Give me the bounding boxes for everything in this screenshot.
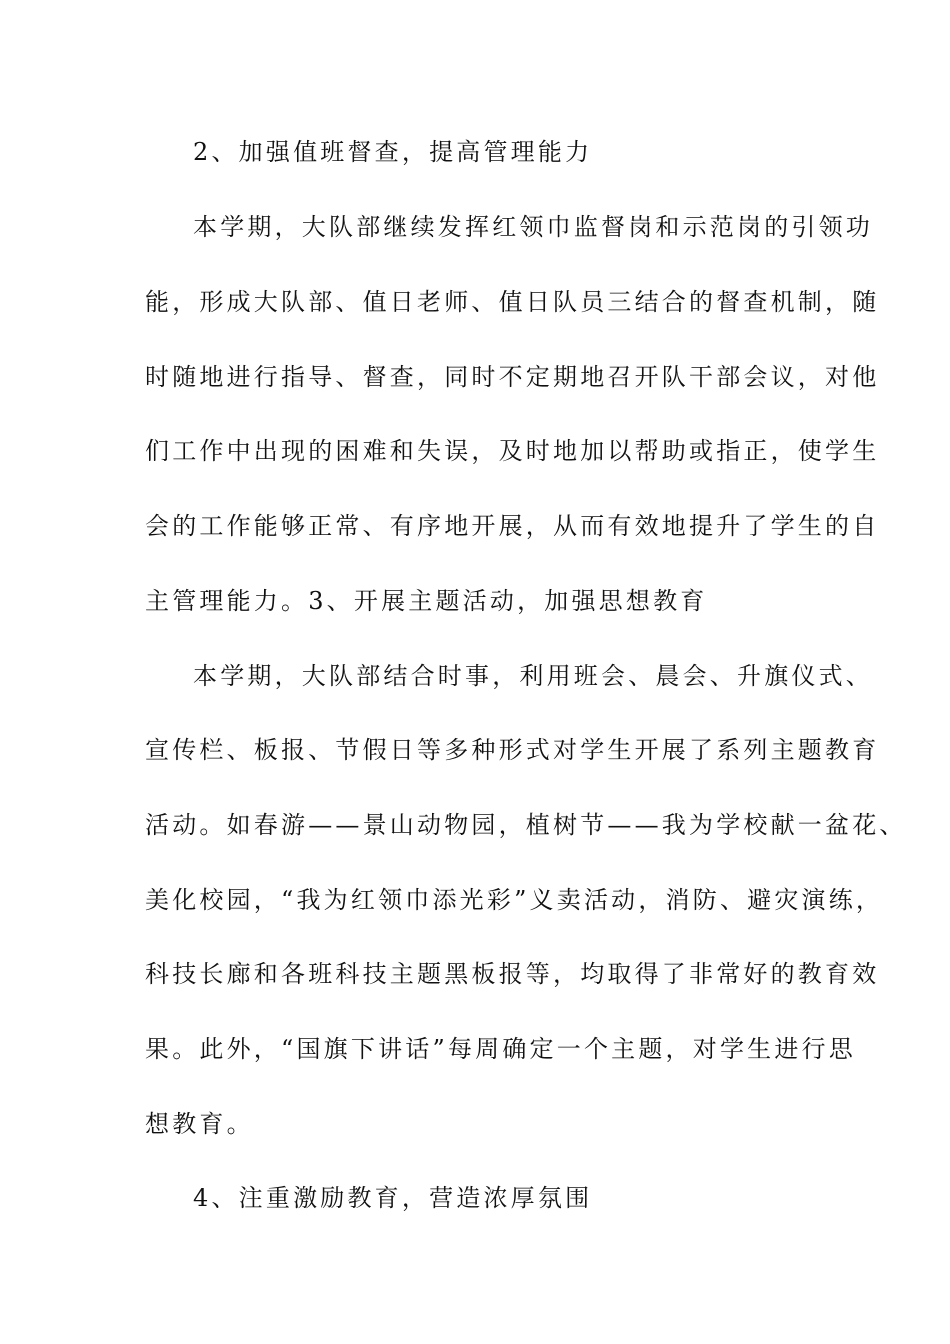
paragraph-line: 能，形成大队部、值日老师、值日队员三结合的督查机制，随 [145,288,880,316]
paragraph-line: 时随地进行指导、督查，同时不定期地召开队干部会议，对他 [145,363,880,391]
paragraph-line: 会的工作能够正常、有序地开展，从而有效地提升了学生的自 [145,512,880,540]
paragraph-line: 美化校园，“我为红领巾添光彩”义卖活动，消防、避灾演练， [145,886,884,914]
paragraph-line: 想教育。 [145,1110,254,1138]
paragraph-line: 们工作中出现的困难和失误，及时地加以帮助或指正，使学生 [145,437,880,465]
paragraph-line: 本学期，大队部继续发挥红领巾监督岗和示范岗的引领功 [193,213,873,241]
paragraph-line: 科技长廊和各班科技主题黑板报等，均取得了非常好的教育效 [145,960,880,988]
paragraph-line: 本学期，大队部结合时事，利用班会、晨会、升旗仪式、 [193,662,873,690]
paragraph-line-with-heading-3: 主管理能力。3、开展主题活动，加强思想教育 [145,587,708,615]
heading-4: 4、注重激励教育，营造浓厚氛围 [193,1184,593,1212]
heading-2: 2、加强值班督查，提高管理能力 [193,138,593,166]
paragraph-line: 活动。如春游——景山动物园，植树节——我为学校献一盆花、 [145,811,907,839]
paragraph-line: 果。此外，“国旗下讲话”每周确定一个主题，对学生进行思 [145,1035,856,1063]
paragraph-line: 宣传栏、板报、节假日等多种形式对学生开展了系列主题教育 [145,736,880,764]
